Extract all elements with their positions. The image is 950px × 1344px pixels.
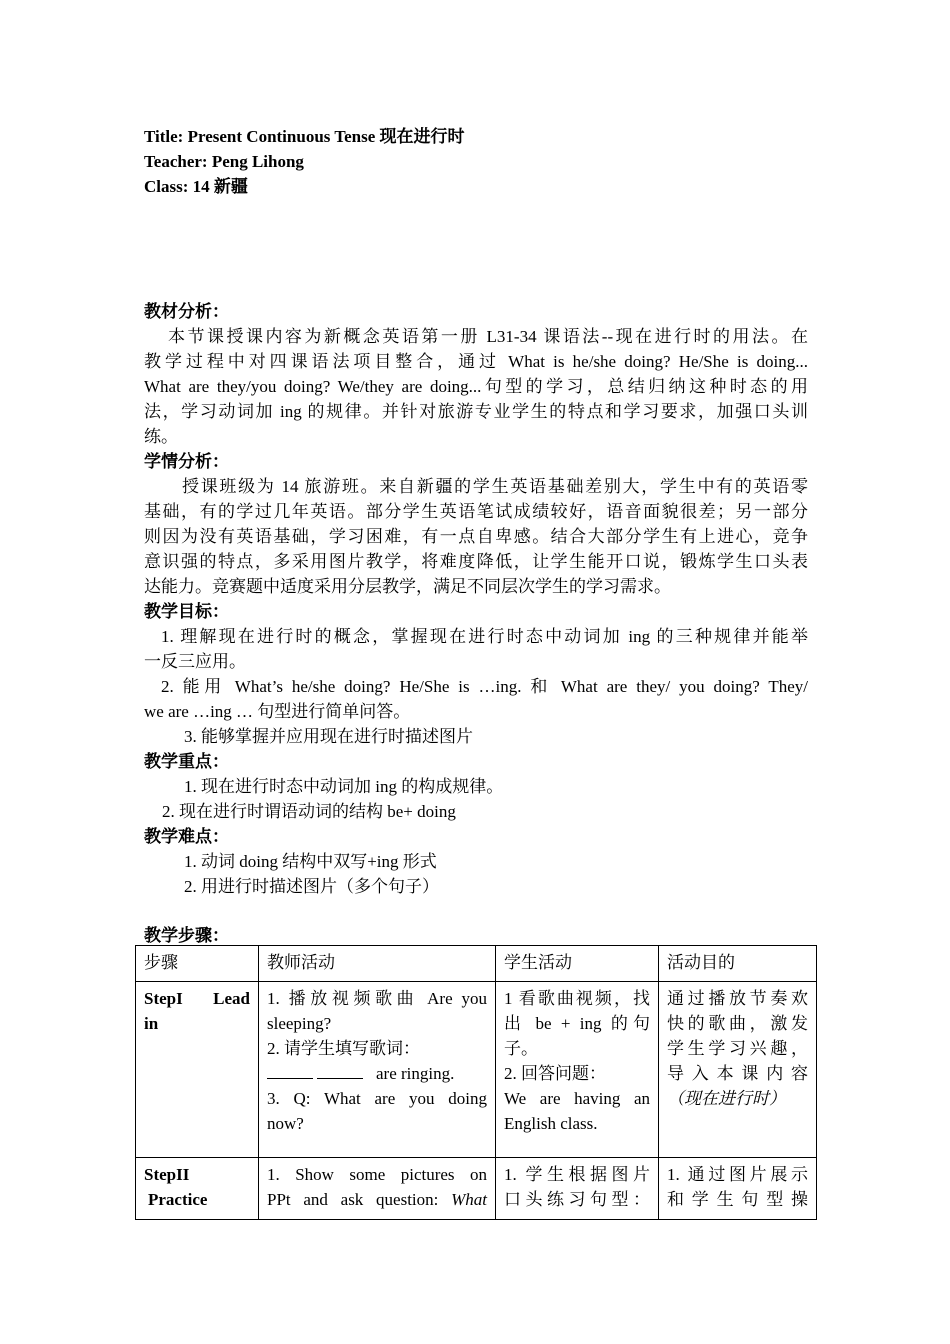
steps-heading: 教学步骤： bbox=[144, 926, 229, 945]
purpose-cell: 通过播放节奏欢 快的歌曲，激发 学生学习兴趣， 导入本课内容 （现在进行时） bbox=[659, 982, 817, 1158]
column-header-step: 步骤 bbox=[136, 946, 259, 982]
material-heading: 教材分析： bbox=[144, 302, 229, 321]
goals-item-1: 1. 理解现在进行时的概念，掌握现在进行时态中动词加 ing 的三种规律并能举 一反三应用。 bbox=[144, 627, 808, 671]
column-header-teacher: 教师活动 bbox=[259, 946, 496, 982]
teacher-activity-cell: 1. Show some pictures on PPt and ask question: What bbox=[259, 1158, 496, 1220]
column-header-student: 学生活动 bbox=[496, 946, 659, 982]
students-heading: 学情分析： bbox=[144, 452, 229, 471]
lyrics-blank-line: are ringing. bbox=[267, 1061, 487, 1086]
students-line: 基础，有的学过几年英语。部分学生英语笔试成绩较好，语音面貌很差；另一部分 bbox=[144, 502, 808, 521]
students-line: 授课班级为 14 旅游班。来自新疆的学生英语基础差别大，学生中有的英语零 bbox=[182, 477, 808, 496]
difficulty-1: 1. 动词 doing 结构中双写+ing 形式 bbox=[184, 852, 437, 871]
difficulty-2: 2. 用进行时描述图片（多个句子） bbox=[184, 877, 439, 896]
table-row bbox=[136, 982, 817, 1158]
student-activity-cell: 1 看歌曲视频，找 出 be + ing 的句 子。 2. 回答问题： We are having an English class. bbox=[496, 982, 659, 1158]
blank-2 bbox=[317, 1061, 363, 1079]
material-line: 法，学习动词加 ing 的规律。并针对旅游专业学生的特点和学习要求，加强口头训 bbox=[144, 402, 808, 421]
students-paragraph bbox=[144, 474, 808, 599]
table-row bbox=[136, 1158, 817, 1220]
goals-heading: 教学目标： bbox=[144, 602, 229, 621]
column-header-purpose: 活动目的 bbox=[659, 946, 817, 982]
material-line: What are they/you doing? We/they are doing...句型的学习，总结归纳这种时态的用 bbox=[144, 377, 808, 396]
goals-item-2: 2. 能用 What’s he/she doing? He/She is …ing. 和 What are they/ you doing? They/ we are …ing … 句型进行简单问答。 bbox=[144, 677, 808, 721]
material-paragraph bbox=[144, 324, 808, 449]
students-line: 则因为没有英语基础，学习困难，有一点自卑感。结合大部分学生有上进心，竞争 bbox=[144, 527, 808, 546]
difficulties-heading: 教学难点： bbox=[144, 827, 229, 846]
doc-class: Class: 14 新疆 bbox=[144, 177, 248, 196]
steps-table bbox=[135, 945, 817, 1220]
goals-item-3: 3. 能够掌握并应用现在进行时描述图片 bbox=[184, 727, 473, 746]
step-cell: StepII Practice bbox=[136, 1158, 259, 1220]
key-point-2: 2. 现在进行时谓语动词的结构 be+ doing bbox=[162, 802, 456, 821]
purpose-cell: 1. 通过图片展示 和学生句型操 bbox=[659, 1158, 817, 1220]
students-line: 达能力。竞赛题中适度采用分层教学，满足不同层次学生的学习需求。 bbox=[144, 577, 671, 596]
material-line: 教学过程中对四课语法项目整合，通过 What is he/she doing? He/She is doing... bbox=[144, 352, 808, 371]
key-point-1: 1. 现在进行时态中动词加 ing 的构成规律。 bbox=[184, 777, 504, 796]
table-header-row bbox=[136, 946, 817, 982]
students-line: 意识强的特点，多采用图片教学，将难度降低，让学生能开口说，锻炼学生口头表 bbox=[144, 552, 808, 571]
step-cell: StepI Lead in bbox=[136, 982, 259, 1158]
doc-title: Title: Present Continuous Tense 现在进行时 bbox=[144, 127, 465, 146]
teacher-activity-cell: 1. 播放视频歌曲 Are you sleeping? 2. 请学生填写歌词： are ringing. 3. Q: What are you doing now? bbox=[259, 982, 496, 1158]
blank-1 bbox=[267, 1061, 313, 1079]
key-points-heading: 教学重点： bbox=[144, 752, 229, 771]
material-line: 本节课授课内容为新概念英语第一册 L31-34 课语法--现在进行时的用法。在 bbox=[168, 327, 808, 346]
doc-teacher: Teacher: Peng Lihong bbox=[144, 152, 304, 171]
material-line: 练。 bbox=[144, 427, 178, 446]
student-activity-cell: 1. 学生根据图片 口头练习句型： bbox=[496, 1158, 659, 1220]
